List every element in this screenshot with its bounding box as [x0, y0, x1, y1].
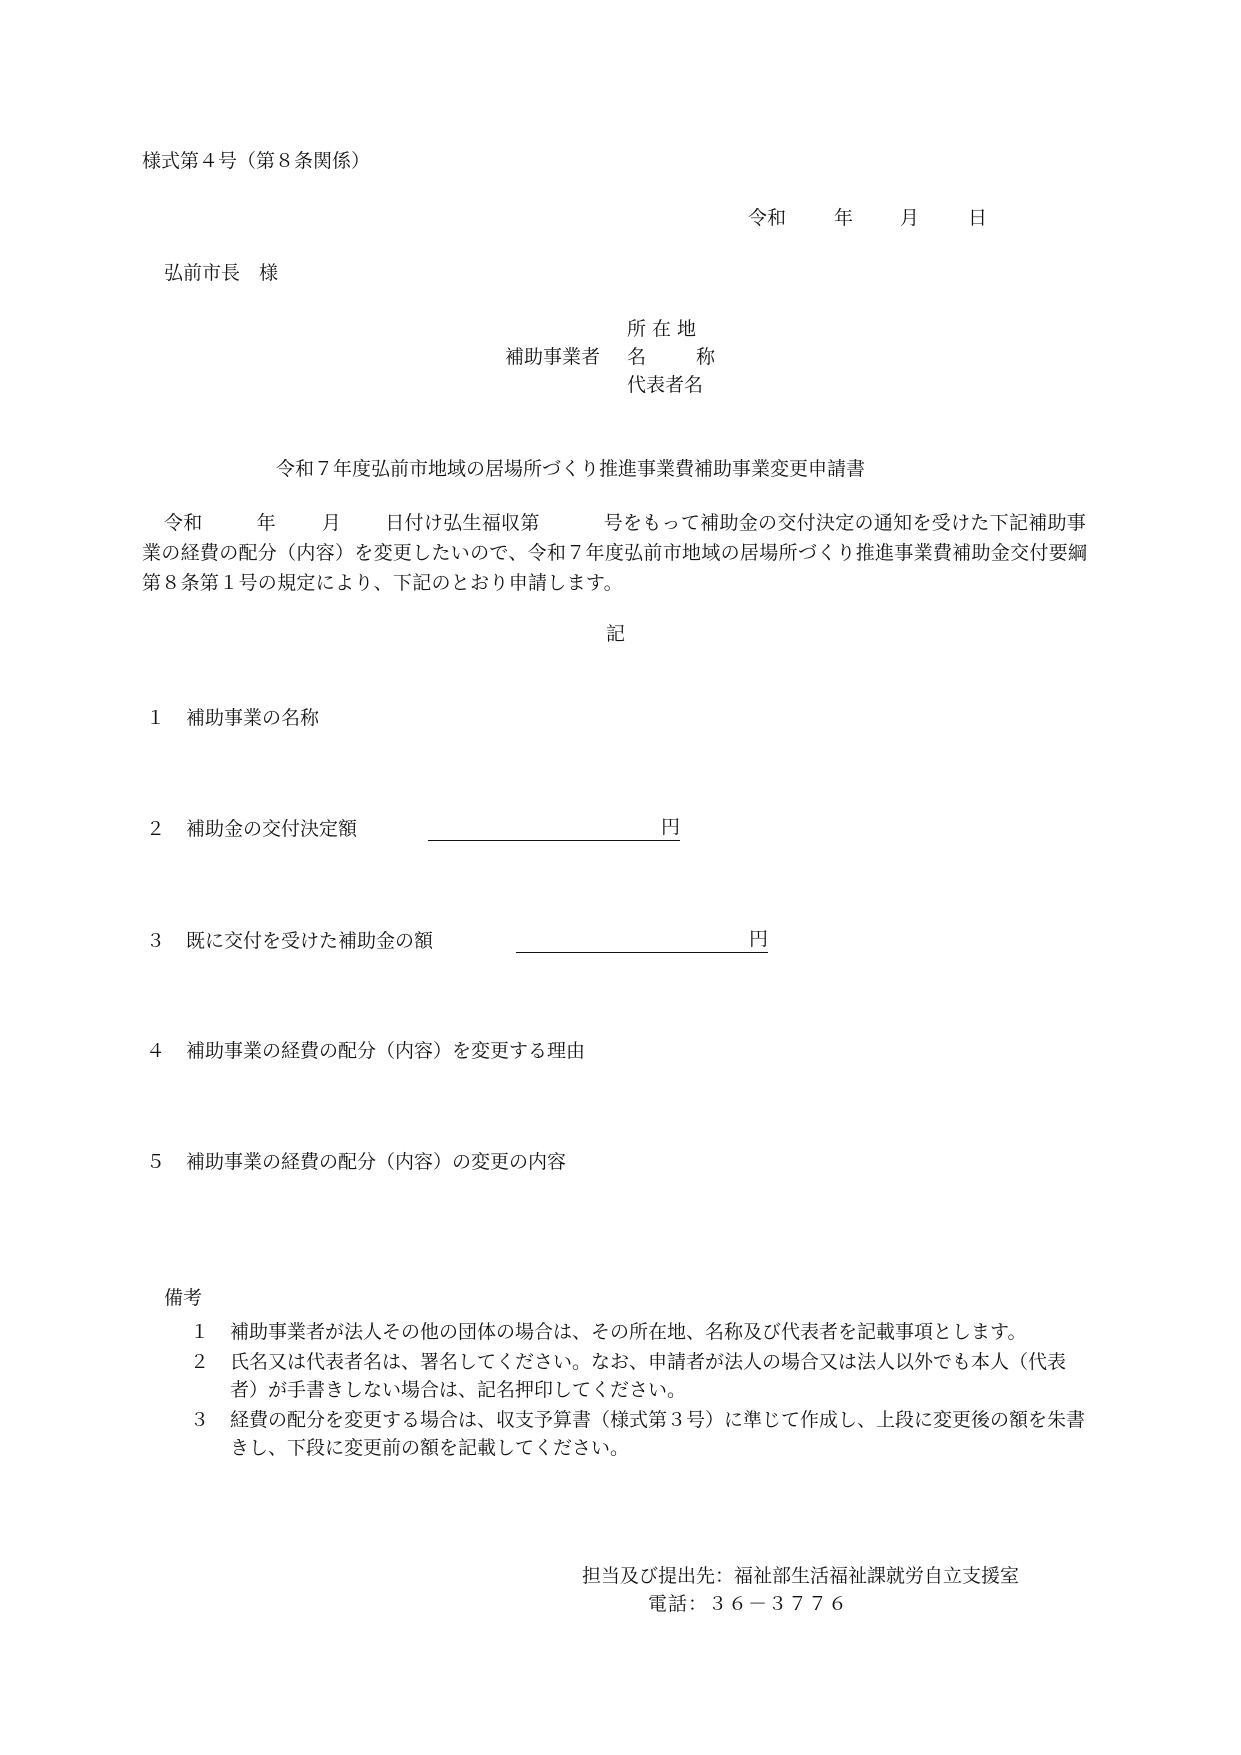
- remark-item: [190, 1406, 1090, 1462]
- applicant-name-part2: 称: [696, 346, 716, 368]
- body-day-text: 日付け弘生福収第: [385, 512, 540, 534]
- remark-number: ３: [190, 1409, 210, 1431]
- applicant-name-label: [627, 346, 715, 369]
- remark-text: 経費の配分を変更する場合は、収支予算書（様式第３号）に準じて作成し、上段に変更後の額を朱書きし、下段に変更前の額を記載してください。: [230, 1409, 1086, 1459]
- remarks-title: 備考: [164, 1287, 203, 1309]
- date-line: [748, 207, 987, 230]
- applicant-address-label: 所在地: [627, 318, 703, 340]
- item-5-number: ５: [146, 1151, 166, 1173]
- form-number: 様式第４号（第８条関係）: [142, 150, 371, 172]
- remark-number: ２: [190, 1351, 210, 1373]
- addressee: 弘前市長 様: [164, 262, 279, 284]
- decided-amount-field[interactable]: [428, 816, 680, 841]
- decided-amount-unit: 円: [660, 816, 680, 838]
- document-title: 令和７年度弘前市地域の居場所づくり推進事業費補助事業変更申請書: [276, 458, 866, 480]
- item-1-number: １: [146, 707, 166, 729]
- date-month: 月: [900, 207, 920, 229]
- item-2-number: ２: [146, 818, 166, 840]
- remark-text: 氏名又は代表者名は、署名してください。なお、申請者が法人の場合又は法人以外でも本人（代表者）が手書きしない場合は、記名押印してください。: [230, 1351, 1067, 1401]
- item-3-label: 既に交付を受けた補助金の額: [186, 930, 434, 952]
- item-4: [146, 1040, 585, 1063]
- date-year: 年: [834, 207, 854, 229]
- body-era: 令和: [164, 512, 203, 534]
- applicant-label: 補助事業者: [505, 346, 601, 368]
- received-amount-unit: 円: [748, 928, 768, 950]
- item-2-label: 補助金の交付決定額: [186, 818, 358, 840]
- remark-number: １: [190, 1321, 210, 1343]
- date-day: 日: [968, 207, 988, 229]
- item-5-label: 補助事業の経費の配分（内容）の変更の内容: [186, 1151, 567, 1173]
- applicant-representative-label: 代表者名: [627, 374, 704, 396]
- item-1: [146, 707, 319, 730]
- item-4-number: ４: [146, 1040, 166, 1062]
- item-2: [146, 818, 357, 841]
- body-paragraph: [142, 508, 1092, 598]
- body-month: 月: [321, 512, 342, 534]
- body-rest: 号をもって補助金の交付決定の通知を受けた下記補助事業の経費の配分（内容）を変更したいので、令和７年度弘前市地域の居場所づくり推進事業費補助金交付要綱第８条第１号の規定により、下記のとおり申請します。: [142, 512, 1088, 594]
- remark-item: [190, 1348, 1090, 1404]
- remark-item: [190, 1318, 1090, 1346]
- item-3: [146, 930, 433, 953]
- contact-department: 担当及び提出先：福祉部生活福祉課就労自立支援室: [582, 1565, 1020, 1587]
- item-4-label: 補助事業の経費の配分（内容）を変更する理由: [186, 1040, 586, 1062]
- applicant-name-part1: 名: [627, 346, 647, 368]
- item-3-number: ３: [146, 930, 166, 952]
- item-1-label: 補助事業の名称: [186, 707, 320, 729]
- ki-heading: 記: [606, 623, 626, 645]
- body-year: 年: [256, 512, 276, 534]
- contact-phone: 電話：３６－３７７６: [648, 1593, 849, 1615]
- received-amount-field[interactable]: [516, 928, 768, 953]
- date-era: 令和: [748, 207, 787, 229]
- remarks-list: [190, 1318, 1090, 1464]
- remark-text: 補助事業者が法人その他の団体の場合は、その所在地、名称及び代表者を記載事項とします。: [230, 1321, 1027, 1343]
- item-5: [146, 1151, 566, 1174]
